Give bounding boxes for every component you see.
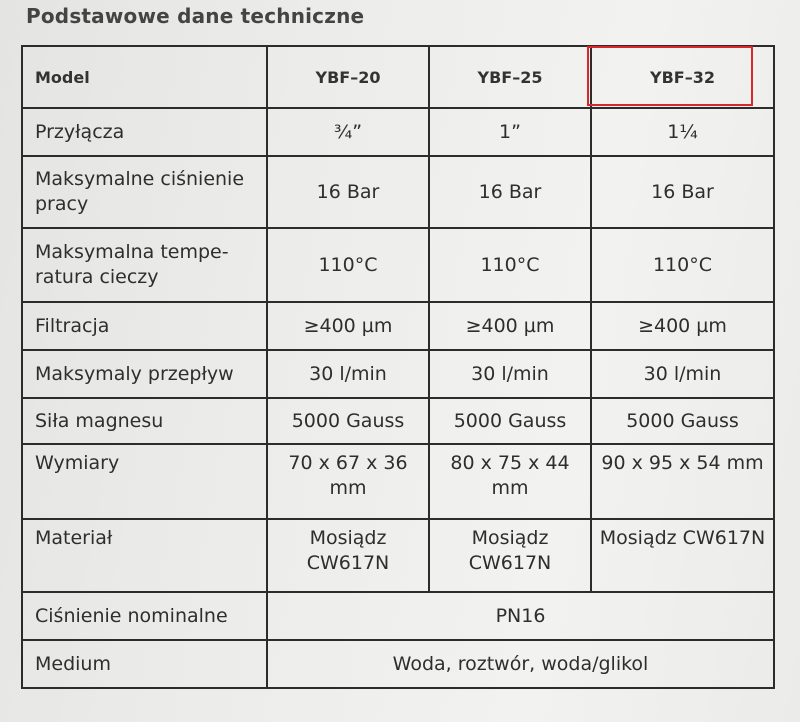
header-ybf-32: YBF–32 bbox=[591, 46, 774, 108]
table-row bbox=[22, 302, 774, 350]
row-label: Materiał bbox=[22, 519, 267, 592]
cell-value: 110°C bbox=[591, 228, 774, 302]
cell-value: 16 Bar bbox=[267, 156, 429, 228]
table-header-row bbox=[22, 46, 774, 108]
cell-value: 110°C bbox=[429, 228, 591, 302]
table-row bbox=[22, 108, 774, 156]
row-label: Filtracja bbox=[22, 302, 267, 350]
cell-value: 30 l/min bbox=[591, 350, 774, 398]
cell-value: 16 Bar bbox=[429, 156, 591, 228]
table-row bbox=[22, 640, 774, 688]
cell-value: 30 l/min bbox=[267, 350, 429, 398]
cell-value: 110°C bbox=[267, 228, 429, 302]
cell-value: 5000 Gauss bbox=[429, 398, 591, 444]
cell-value: Mosiądz CW617N bbox=[267, 519, 429, 592]
row-label: Wymiary bbox=[22, 444, 267, 519]
cell-value: 5000 Gauss bbox=[267, 398, 429, 444]
row-label: Siła magnesu bbox=[22, 398, 267, 444]
header-ybf-20: YBF–20 bbox=[267, 46, 429, 108]
cell-value: 70 x 67 x 36 mm bbox=[267, 444, 429, 519]
cell-value: ≥400 µm bbox=[267, 302, 429, 350]
cell-value: 1¼ bbox=[591, 108, 774, 156]
page-title: Podstawowe dane techniczne bbox=[26, 4, 365, 28]
cell-value: 80 x 75 x 44 mm bbox=[429, 444, 591, 519]
table-row bbox=[22, 444, 774, 519]
table-row bbox=[22, 592, 774, 640]
table-row bbox=[22, 228, 774, 302]
cell-value: ¾” bbox=[267, 108, 429, 156]
cell-value: ≥400 µm bbox=[591, 302, 774, 350]
table-row bbox=[22, 398, 774, 444]
merged-cell-value: PN16 bbox=[267, 592, 774, 640]
table-row bbox=[22, 156, 774, 228]
cell-value: 30 l/min bbox=[429, 350, 591, 398]
cell-value: Mosiądz CW617N bbox=[591, 519, 774, 592]
cell-value: 90 x 95 x 54 mm bbox=[591, 444, 774, 519]
row-label: Maksymaly przepływ bbox=[22, 350, 267, 398]
cell-value: Mosiądz CW617N bbox=[429, 519, 591, 592]
row-label: Maksymalne ciśnienie pracy bbox=[22, 156, 267, 228]
header-ybf-25: YBF–25 bbox=[429, 46, 591, 108]
cell-value: 16 Bar bbox=[591, 156, 774, 228]
cell-value: 1” bbox=[429, 108, 591, 156]
cell-value: 5000 Gauss bbox=[591, 398, 774, 444]
table-row bbox=[22, 350, 774, 398]
cell-value: ≥400 µm bbox=[429, 302, 591, 350]
row-label: Przyłącza bbox=[22, 108, 267, 156]
row-label: Maksymalna tempe-ratura cieczy bbox=[22, 228, 267, 302]
header-model: Model bbox=[22, 46, 267, 108]
spec-table bbox=[21, 45, 775, 689]
row-label: Medium bbox=[22, 640, 267, 688]
table-row bbox=[22, 519, 774, 592]
merged-cell-value: Woda, roztwór, woda/glikol bbox=[267, 640, 774, 688]
row-label: Ciśnienie nominalne bbox=[22, 592, 267, 640]
